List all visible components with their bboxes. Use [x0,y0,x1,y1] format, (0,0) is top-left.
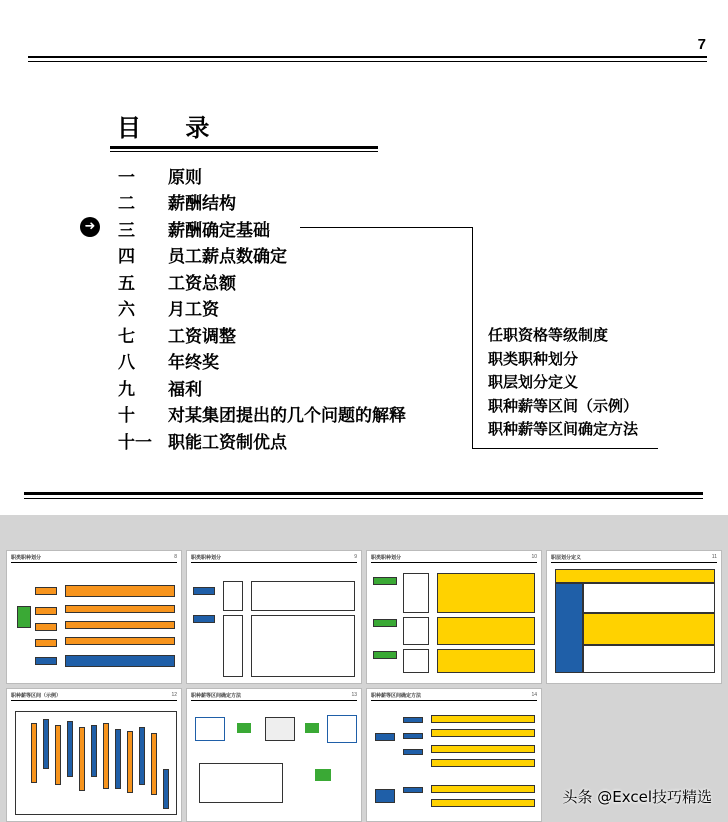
thumb-block [555,569,715,583]
thumb-block [431,729,535,737]
toc-item[interactable] [118,189,406,216]
subsection-item[interactable]: 职层划分定义 [488,373,579,391]
thumb-block [31,723,37,783]
toc-num: 一 [118,167,135,188]
toc-label: 薪酬确定基础 [168,220,270,241]
subsection-list [488,324,638,442]
title-rule-thin [110,151,378,152]
subsection-item[interactable]: 职类职种划分 [488,349,579,368]
thumb-block [265,717,295,741]
thumb-block [315,769,331,781]
toc-item-current[interactable] [118,215,406,242]
arrow-right-circle-icon: ➜ [80,217,100,237]
thumbnail-number: 13 [351,692,357,698]
thumb-block [115,729,121,789]
thumb-block [17,606,31,628]
thumb-block [555,583,583,673]
thumbnail-number: 9 [354,554,357,560]
thumb-block [431,745,535,753]
thumbnail-title: 职种薪等区间确定方法 [191,693,242,699]
thumb-block [437,573,535,613]
toc-label: 员工薪点数确定 [168,247,287,268]
toc-num: 七 [118,326,135,347]
toc-item[interactable] [118,427,406,454]
thumb-block [65,585,175,597]
thumbnail-rule [371,700,537,701]
thumb-block [193,587,215,595]
thumb-block [223,581,243,611]
thumb-block [403,787,423,793]
slide-thumbnail[interactable] [186,550,362,684]
thumb-block [79,727,85,791]
connector-line [472,448,658,449]
slide-thumbnail[interactable] [6,550,182,684]
connector-line [300,227,472,228]
top-rule [28,56,707,58]
thumb-block [431,759,535,767]
thumb-block [65,637,175,645]
bottom-rule-thin [24,498,703,499]
thumb-block [65,605,175,613]
thumb-block [431,715,535,723]
thumb-block [375,789,395,803]
toc-item[interactable] [118,348,406,375]
thumbnail-rule [11,562,177,563]
thumb-block [373,577,397,585]
slide-thumbnail[interactable] [186,688,362,822]
slide-title: 目 录 [117,114,228,142]
thumb-block [91,725,97,777]
title-rule [110,146,378,149]
thumb-block [403,717,423,723]
thumb-block [35,639,57,647]
thumb-block [35,623,57,631]
thumb-block [403,573,429,613]
thumbnail-title: 职种薪等区间（示例） [11,693,62,699]
table-of-contents [118,162,406,454]
subsection-item[interactable]: 任职资格等级制度 [488,326,609,344]
slide-thumbnail[interactable] [6,688,182,822]
toc-label: 职能工资制优点 [168,432,287,453]
thumb-block [373,619,397,627]
thumb-block [139,727,145,785]
toc-item[interactable] [118,242,406,269]
toc-label: 工资调整 [168,326,236,347]
thumb-block [35,657,57,665]
thumbnail-title: 职类职种划分 [191,555,222,561]
toc-label: 月工资 [168,300,219,321]
thumb-block [327,715,357,743]
thumb-block [437,649,535,673]
page-number: 7 [697,36,706,53]
toc-num: 六 [118,300,135,321]
thumb-block [251,615,355,677]
thumbnail-number: 14 [531,692,537,698]
thumb-block [55,725,61,785]
toc-label: 对某集团提出的几个问题的解释 [168,406,406,427]
subsection-item[interactable]: 职种薪等区间确定方法 [488,420,639,438]
thumb-block [373,651,397,659]
thumbnail-title: 职层划分定义 [551,555,582,561]
toc-num: 九 [118,379,135,400]
toc-item[interactable] [118,321,406,348]
slide-thumbnail[interactable] [366,550,542,684]
thumb-block [583,645,715,673]
toc-label: 年终奖 [168,353,219,374]
thumbnail-title: 职种薪等区间确定方法 [371,693,422,699]
toc-item[interactable] [118,268,406,295]
thumb-block [431,799,535,807]
bottom-rule [24,492,703,495]
toc-label: 原则 [168,167,202,188]
thumb-block [403,617,429,645]
thumb-block [431,785,535,793]
thumb-block [35,587,57,595]
toc-label: 工资总额 [168,273,236,294]
thumb-block [35,607,57,615]
thumbnail-number: 10 [531,554,537,560]
thumbnail-rule [191,700,357,701]
thumb-block [223,615,243,677]
thumbnail-rule [11,700,177,701]
toc-item[interactable] [118,162,406,189]
thumb-block [43,719,49,769]
thumb-block [151,733,157,795]
thumb-block [403,649,429,673]
thumb-block [251,581,355,611]
toc-num: 十一 [118,432,152,453]
toc-num: 二 [118,194,135,215]
thumbnail-number: 11 [711,554,717,560]
toc-item[interactable] [118,401,406,428]
watermark: 头条 @Excel技巧精选 [562,788,712,806]
thumb-block [375,733,395,741]
toc-item[interactable] [118,374,406,401]
toc-num: 八 [118,353,135,374]
toc-num: 四 [118,247,135,268]
thumbnail-rule [191,562,357,563]
thumb-block [403,749,423,755]
thumb-block [65,655,175,667]
thumbnail-title: 职类职种划分 [11,555,42,561]
thumbnail-number: 8 [174,554,177,560]
toc-num: 十 [118,406,135,427]
thumbnail-rule [371,562,537,563]
toc-num: 五 [118,273,135,294]
thumb-block [163,769,169,809]
toc-label: 福利 [168,379,202,400]
connector-line [472,227,473,448]
thumb-block [583,613,715,645]
subsection-item[interactable]: 职种薪等区间（示例） [488,396,639,415]
thumb-block [67,721,73,777]
thumb-block [65,621,175,629]
slide-thumbnail[interactable] [366,688,542,822]
thumbnail-number: 12 [171,692,177,698]
thumb-block [437,617,535,645]
thumb-block [195,717,225,741]
thumbnail-title: 职类职种划分 [371,555,402,561]
thumb-block [193,615,215,623]
toc-item[interactable] [118,295,406,322]
thumb-block [199,763,283,803]
toc-num: 三 [118,220,135,241]
thumb-block [103,723,109,789]
thumb-block [237,723,251,733]
slide-thumbnail[interactable] [546,550,722,684]
thumbnail-rule [551,562,717,563]
thumb-block [403,733,423,739]
thumb-block [305,723,319,733]
top-rule-thin [28,61,707,62]
toc-label: 薪酬结构 [168,194,236,215]
thumb-block [583,583,715,613]
thumb-block [127,731,133,793]
